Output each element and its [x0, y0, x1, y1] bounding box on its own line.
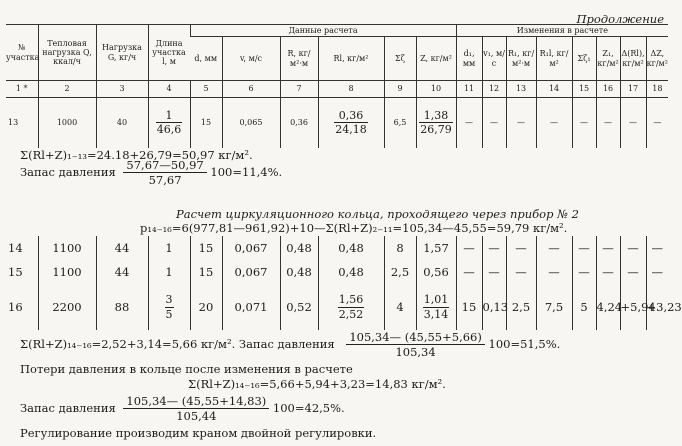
col-number: 11: [456, 81, 482, 98]
cell-d: 15: [190, 260, 222, 284]
cell-rl: $\frac{0,36}{24,18}$: [318, 98, 384, 148]
cell-v: 0,067: [222, 236, 280, 260]
final-text: Регулирование производим краном двойной регулировки.: [20, 426, 377, 440]
cell-g: 88: [96, 284, 148, 330]
col-number: 3: [96, 81, 148, 98]
col-number: 12: [482, 81, 506, 98]
cell-dash: —: [482, 236, 506, 260]
cell-z1: 4,24: [596, 284, 620, 330]
cell-q: 1100: [38, 236, 96, 260]
col-number: 18: [646, 81, 668, 98]
header-d1: d₁, мм: [456, 37, 482, 81]
cell-z: 1,57: [416, 236, 456, 260]
cell-dash: —: [482, 98, 506, 148]
table-row: [6, 236, 668, 260]
col-number: 14: [536, 81, 572, 98]
cell-dash: —: [620, 98, 646, 148]
header-v: v, м/с: [222, 37, 280, 81]
header-Z: Z, кг/м²: [416, 37, 456, 81]
cell-no: 16: [8, 300, 23, 314]
cell-v: 0,071: [222, 284, 280, 330]
header-group-change: Изменения в расчете: [456, 25, 668, 37]
ring-title: Расчет циркуляционного кольца, проходящего через прибор № 2: [176, 207, 579, 221]
sum-formula-after: Σ(Rl+Z)₁₄₋₁₆=5,66+5,94+3,23=14,83 кг/м².: [188, 377, 446, 391]
cell-dash: —: [620, 260, 646, 284]
loss-text: Потери давления в кольце после изменения в расчете: [20, 362, 353, 376]
header-group-calc: Данные расчета: [190, 25, 456, 37]
header-v1: v₁, м/с: [482, 37, 506, 81]
header-load: Нагрузка G, кг/ч: [96, 25, 148, 81]
col-number: 5: [190, 81, 222, 98]
cell-no: 15: [8, 265, 23, 279]
continuation-label: Продолжение: [576, 12, 664, 26]
cell-no: 14: [8, 241, 23, 255]
col-number: 2: [38, 81, 96, 98]
cell-r: 0,48: [280, 236, 318, 260]
column-number-row: [6, 81, 668, 98]
cell-dash: —: [596, 260, 620, 284]
ring-table: [6, 236, 682, 330]
cell-dash: —: [536, 236, 572, 260]
cell-dash: —: [506, 98, 536, 148]
cell-r1l: 7,5: [536, 284, 572, 330]
cell-z: 0,56: [416, 260, 456, 284]
table-row: [6, 260, 668, 284]
cell-dash: —: [572, 98, 596, 148]
cell-dash: —: [646, 98, 668, 148]
cell-r: 0,48: [280, 260, 318, 284]
table-row: [6, 284, 668, 330]
cell-z: $\frac{1,01}{3,14}$: [416, 284, 456, 330]
header-length: Длина участка l, м: [148, 25, 190, 81]
col-number: 16: [596, 81, 620, 98]
col-number: 17: [620, 81, 646, 98]
cell-z: $\frac{1,38}{26,79}$: [416, 98, 456, 148]
cell-dash: —: [646, 236, 668, 260]
cell-dash: —: [456, 236, 482, 260]
cell-zeta: 2,5: [384, 260, 416, 284]
cell-d: 20: [190, 284, 222, 330]
cell-rl: $\frac{1,56}{2,52}$: [318, 284, 384, 330]
cell-dash: —: [506, 236, 536, 260]
header-Rl: Rl, кг/м²: [318, 37, 384, 81]
cell-rl: 0,48: [318, 260, 384, 284]
cell-q: 1000: [38, 98, 96, 148]
cell-zeta: 4: [384, 284, 416, 330]
cell-dash: —: [620, 236, 646, 260]
cell-dash: —: [536, 98, 572, 148]
cell-zeta: 8: [384, 236, 416, 260]
sum-formula-16: Σ(Rl+Z)₁₄₋₁₆=2,52+3,14=5,66 кг/м². Запас давления $\frac{105,34— (45,55+5,66)}{105,34}$ 100=51,5%.: [20, 330, 561, 360]
cell-d: 15: [190, 98, 222, 148]
cell-d: 15: [190, 236, 222, 260]
col-number: 6: [222, 81, 280, 98]
cell-g: 44: [96, 260, 148, 284]
header-d: d, мм: [190, 37, 222, 81]
cell-q: 1100: [38, 260, 96, 284]
ring-formula: p₁₄₋₁₆=6(977,81—961,92)+10—Σ(Rl+Z)₂₋₁₁=105,34—45,55=59,79 кг/м².: [140, 221, 568, 235]
col-number: 4: [148, 81, 190, 98]
cell-r1: 2,5: [506, 284, 536, 330]
header-dZ: ΔZ, кг/м²: [646, 37, 668, 81]
cell-dash: —: [536, 260, 572, 284]
cell-d1: 15: [456, 284, 482, 330]
col-number: 9: [384, 81, 416, 98]
sum-formula-13: Σ(Rl+Z)₁₋₁₃=24.18+26,79=50,97 кг/м².: [20, 148, 253, 162]
header-heat-load: Тепловая нагрузка Q, ккал/ч: [38, 25, 96, 81]
pressure-reserve-1: Запас давления $\frac{57,67—50,97}{57,67}$ 100=11,4%.: [20, 158, 283, 188]
header-Z1: Z₁, кг/м²: [596, 37, 620, 81]
cell-r: 0,52: [280, 284, 318, 330]
header-R: R, кг/м²·м: [280, 37, 318, 81]
cell-g: 44: [96, 236, 148, 260]
cell-v1: 0,13: [482, 284, 506, 330]
header-R1l: R₁l, кг/м²: [536, 37, 572, 81]
cell-zeta1: 5: [572, 284, 596, 330]
cell-dash: —: [646, 260, 668, 284]
cell-no: 13: [8, 118, 19, 128]
cell-l: $\frac{1}{46,6}$: [148, 98, 190, 148]
cell-v: 0,067: [222, 260, 280, 284]
cell-l: $\frac{3}{5}$: [148, 284, 190, 330]
cell-zeta: 6,5: [384, 98, 416, 148]
cell-r: 0,36: [280, 98, 318, 148]
table-row: [6, 98, 668, 148]
header-R1: R₁, кг/м²·м: [506, 37, 536, 81]
cell-dash: —: [506, 260, 536, 284]
cell-g: 40: [96, 98, 148, 148]
cell-dash: —: [572, 260, 596, 284]
cell-dash: —: [456, 98, 482, 148]
cell-q: 2200: [38, 284, 96, 330]
cell-dash: —: [596, 236, 620, 260]
col-number: 13: [506, 81, 536, 98]
col-number: 15: [572, 81, 596, 98]
header-zeta1: Σζ₁: [572, 37, 596, 81]
col-number: 8: [318, 81, 384, 98]
cell-v: 0,065: [222, 98, 280, 148]
cell-l: 1: [148, 260, 190, 284]
cell-drl: +5,94: [620, 284, 646, 330]
col-number: 7: [280, 81, 318, 98]
col-number: 1 *: [6, 81, 38, 98]
cell-dash: —: [572, 236, 596, 260]
header-section-no: № участка: [6, 25, 38, 81]
header-dRl: Δ(Rl), кг/м²: [620, 37, 646, 81]
cell-rl: 0,48: [318, 236, 384, 260]
cell-dash: —: [482, 260, 506, 284]
header-zeta: Σζ: [384, 37, 416, 81]
cell-l: 1: [148, 236, 190, 260]
cell-dz: +3,23: [646, 284, 668, 330]
pressure-reserve-3: Запас давления $\frac{105,34— (45,55+14,83)}{105,44}$ 100=42,5%.: [20, 394, 345, 424]
cell-dash: —: [596, 98, 620, 148]
cell-dash: —: [456, 260, 482, 284]
col-number: 10: [416, 81, 456, 98]
calculation-table: [6, 24, 668, 148]
